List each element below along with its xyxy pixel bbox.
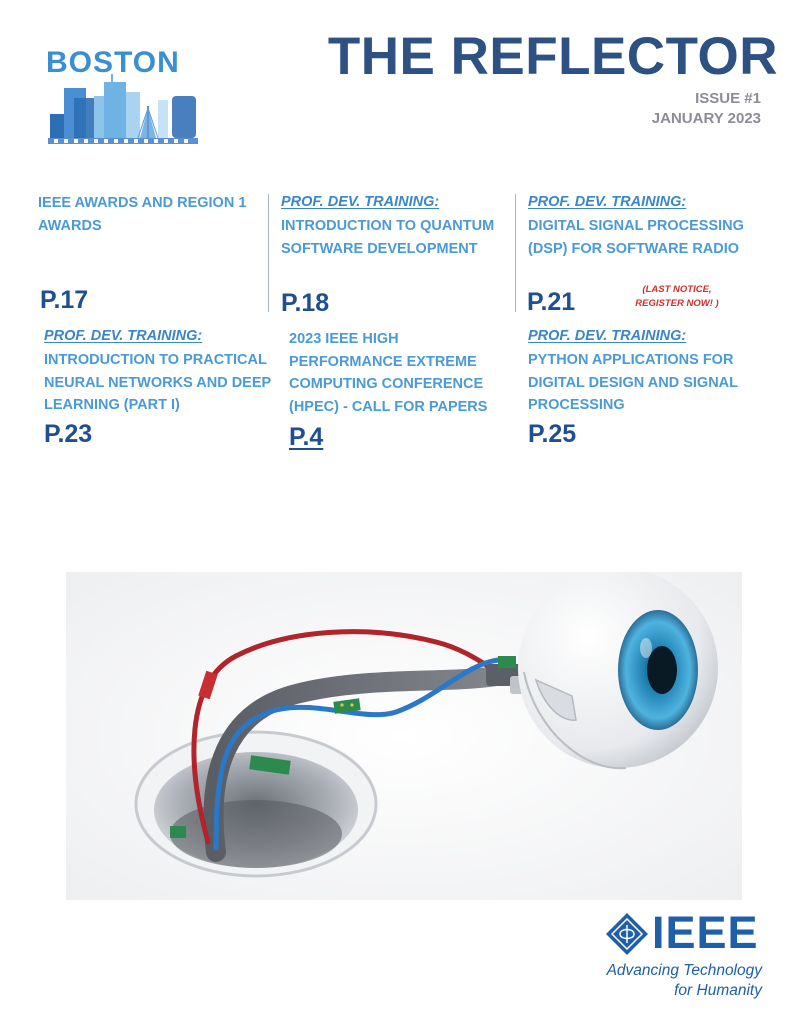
boston-logo-text: BOSTON bbox=[46, 46, 180, 79]
feature-kicker: PROF. DEV. TRAINING: bbox=[281, 194, 440, 210]
cover-photo-bionic-eye bbox=[66, 572, 742, 900]
issue-number: ISSUE #1 bbox=[695, 90, 761, 107]
feature-kicker: PROF. DEV. TRAINING: bbox=[528, 328, 687, 344]
feature-neural-networks[interactable] bbox=[44, 328, 284, 417]
feature-headline: PYTHON APPLICATIONS FOR DIGITAL DESIGN AND SIGNAL PROCESSING bbox=[528, 352, 738, 413]
feature-kicker: PROF. DEV. TRAINING: bbox=[528, 194, 687, 210]
page-ref-hpec[interactable]: P.4 bbox=[289, 423, 324, 451]
ieee-tagline: for Humanity bbox=[674, 982, 762, 999]
column-divider bbox=[268, 194, 269, 312]
feature-headline: IEEE AWARDS AND REGION 1 AWARDS bbox=[38, 195, 247, 234]
register-notice: (LAST NOTICE, REGISTER NOW! ) bbox=[635, 284, 719, 309]
column-divider bbox=[515, 194, 516, 312]
ieee-wordmark: IEEE bbox=[652, 907, 759, 958]
feature-python[interactable] bbox=[528, 328, 768, 417]
page-ref-quantum[interactable]: P.18 bbox=[281, 289, 330, 317]
feature-headline: INTRODUCTION TO PRACTICAL NEURAL NETWORKS AND DEEP LEARNING (PART I) bbox=[44, 352, 272, 413]
feature-quantum[interactable] bbox=[281, 194, 511, 260]
feature-kicker: PROF. DEV. TRAINING: bbox=[44, 328, 203, 344]
page-ref-neural-networks[interactable]: P.23 bbox=[44, 420, 93, 448]
page-ref-awards[interactable]: P.17 bbox=[40, 286, 89, 314]
feature-headline: INTRODUCTION TO QUANTUM SOFTWARE DEVELOPMENT bbox=[281, 218, 495, 257]
feature-headline: DIGITAL SIGNAL PROCESSING (DSP) FOR SOFTWARE RADIO bbox=[528, 218, 744, 257]
feature-hpec[interactable] bbox=[289, 328, 509, 418]
feature-headline: 2023 IEEE HIGH PERFORMANCE EXTREME COMPUTING CONFERENCE (HPEC) - CALL FOR PAPERS bbox=[289, 331, 488, 415]
issue-date: JANUARY 2023 bbox=[651, 110, 761, 127]
ieee-tagline: Advancing Technology bbox=[606, 962, 762, 979]
masthead-title: THE REFLECTOR bbox=[327, 27, 778, 86]
feature-awards[interactable] bbox=[38, 192, 260, 237]
page-ref-python[interactable]: P.25 bbox=[528, 420, 577, 448]
page-ref-dsp[interactable]: P.21 bbox=[527, 288, 576, 316]
ieee-diamond-icon bbox=[604, 911, 650, 957]
feature-dsp[interactable] bbox=[528, 194, 768, 260]
